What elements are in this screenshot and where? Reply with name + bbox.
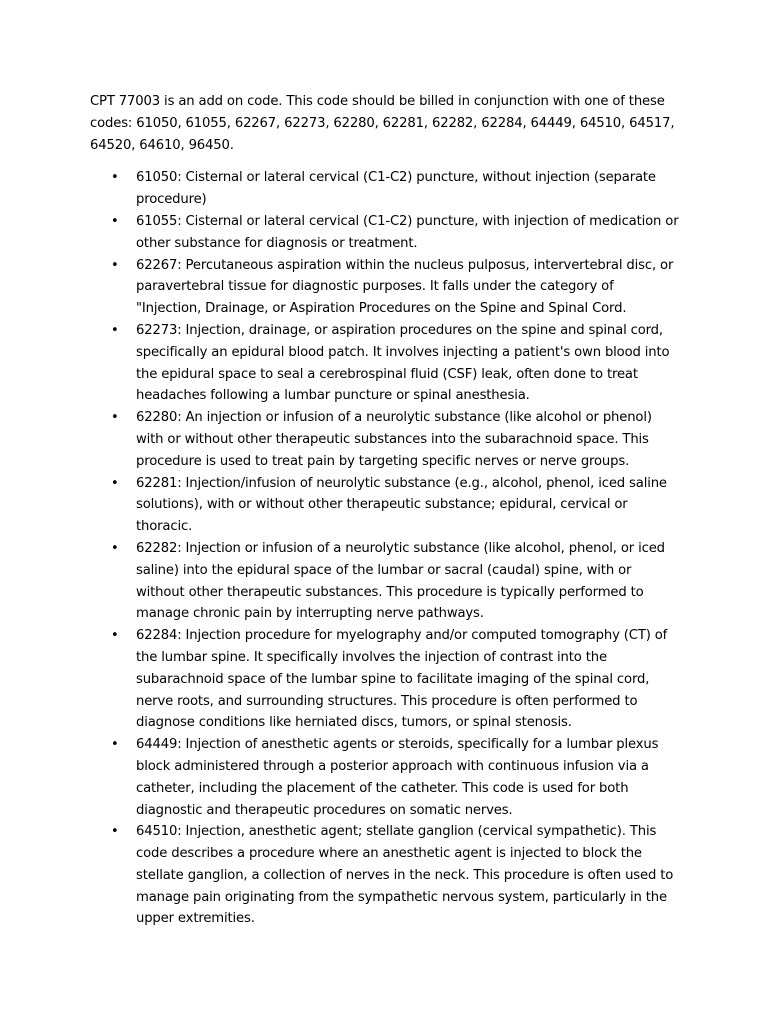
list-item xyxy=(90,734,680,821)
bullet-icon: • xyxy=(111,737,119,753)
list-item-text: 62282: Injection or infusion of a neurolytic substance (like alcohol, phenol, or iced saline) into the epidural space of the lumbar or sacral (caudal) spine, with or without other therapeutic substances. This procedure is typically performed to manage chronic pain by interrupting nerve pathways. xyxy=(136,540,665,622)
bullet-icon: • xyxy=(111,824,119,840)
list-item xyxy=(90,473,680,538)
list-item xyxy=(90,625,680,734)
list-item xyxy=(90,821,680,930)
bullet-icon: • xyxy=(111,213,119,229)
bullet-icon: • xyxy=(111,170,119,186)
bullet-icon: • xyxy=(111,628,119,644)
intro-paragraph: CPT 77003 is an add on code. This code should be billed in conjunction with one of these codes: 61050, 61055, 62267, 62273, 62280, 62281, 62282, 62284, 64449, 64510, 64517, 64520, 64610, 96450. xyxy=(90,94,675,153)
list-item xyxy=(90,167,680,211)
bullet-icon: • xyxy=(111,410,119,426)
list-item-text: 62281: Injection/infusion of neurolytic substance (e.g., alcohol, phenol, iced saline solutions), with or without other therapeutic substance; epidural, cervical or thoracic. xyxy=(136,475,667,535)
bullet-icon: • xyxy=(111,322,119,338)
list-item-text: 61055: Cisternal or lateral cervical (C1-C2) puncture, with injection of medication or other substance for diagnosis or treatment. xyxy=(136,213,679,251)
list-item xyxy=(90,211,680,255)
list-item xyxy=(90,407,680,472)
list-item xyxy=(90,538,680,625)
bullet-icon: • xyxy=(111,540,119,556)
list-item-text: 62284: Injection procedure for myelography and/or computed tomography (CT) of the lumbar spine. It specifically involves the injection of contrast into the subarachnoid space of the lumbar spine to facilitate imaging of the spinal cord, nerve roots, and surrounding structures. This procedure is often performed to diagnose conditions like herniated discs, tumors, or spinal stenosis. xyxy=(136,628,668,731)
list-item xyxy=(90,320,680,407)
bullet-icon: • xyxy=(111,475,119,491)
document-page xyxy=(90,91,680,930)
list-item-text: 62267: Percutaneous aspiration within the nucleus pulposus, intervertebral disc, or paravertebral tissue for diagnostic purposes. It falls under the category of "Injection, Drainage, or Aspiration Procedures on the Spine and Spinal Cord. xyxy=(136,257,674,317)
list-item xyxy=(90,255,680,320)
list-item-text: 61050: Cisternal or lateral cervical (C1-C2) puncture, without injection (separate procedure) xyxy=(136,170,656,208)
list-item-text: 62273: Injection, drainage, or aspiration procedures on the spine and spinal cord, specifically an epidural blood patch. It involves injecting a patient's own blood into the epidural space to seal a cerebrospinal fluid (CSF) leak, often done to treat headaches following a lumbar puncture or spinal anesthesia. xyxy=(136,322,670,404)
code-list xyxy=(90,167,680,930)
list-item-text: 62280: An injection or infusion of a neurolytic substance (like alcohol or phenol) with or without other therapeutic substances into the subarachnoid space. This procedure is used to treat pain by targeting specific nerves or nerve groups. xyxy=(136,410,652,469)
bullet-icon: • xyxy=(111,257,119,273)
list-item-text: 64510: Injection, anesthetic agent; stellate ganglion (cervical sympathetic). This code describes a procedure where an anesthetic agent is injected to block the stellate ganglion, a collection of nerves in the neck. This procedure is often used to manage pain originating from the sympathetic nervous system, particularly in the upper extremities. xyxy=(136,824,674,927)
list-item-text: 64449: Injection of anesthetic agents or steroids, specifically for a lumbar plexus block administered through a posterior approach with continuous infusion via a catheter, including the placement of the catheter. This code is used for both diagnostic and therapeutic procedures on somatic nerves. xyxy=(136,737,659,818)
